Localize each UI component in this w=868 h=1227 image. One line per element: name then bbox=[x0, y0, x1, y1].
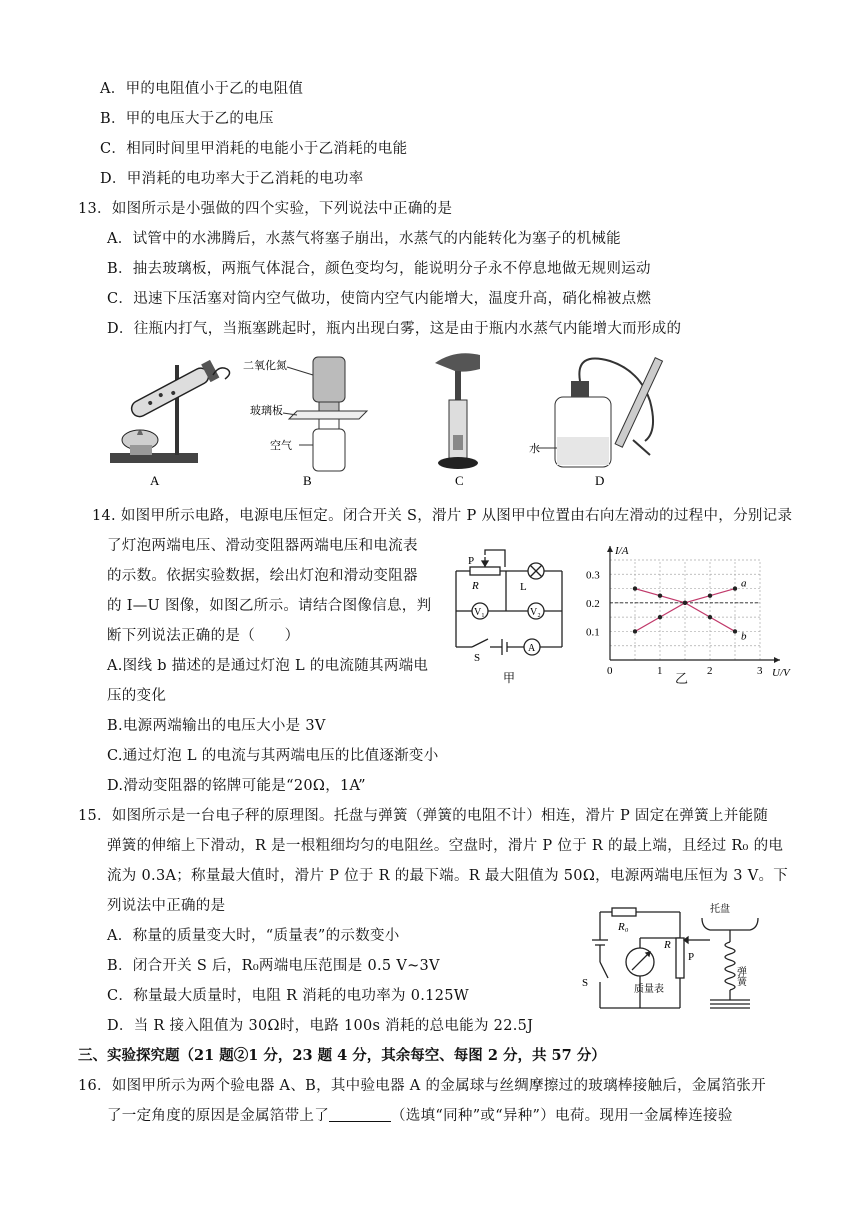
q15-stem-line4: 列说法中正确的是 bbox=[107, 898, 226, 914]
q14-stem-line1: 了灯泡两端电压、滑动变阻器两端电压和电流表 bbox=[107, 538, 418, 554]
scale-label-p: P bbox=[688, 951, 695, 963]
figure-b-gas-diffusion bbox=[283, 357, 367, 471]
figure-a-label: A bbox=[150, 473, 160, 488]
q13-stem: 13．如图所示是小强做的四个实验，下列说法中正确的是 bbox=[78, 201, 453, 217]
q14-circuit-diagram bbox=[450, 545, 570, 685]
q15-stem-line2: 弹簧的伸缩上下滑动，R 是一根粗细均匀的电阻丝。空盘时，滑片 P 位于 R 的最上端，且经过 R₀ 的电 bbox=[107, 838, 784, 854]
scale-label-tray: 托盘 bbox=[710, 904, 730, 915]
q13-figures bbox=[105, 345, 705, 495]
data-point-b bbox=[633, 586, 637, 590]
q15-scale-diagram bbox=[580, 900, 770, 1025]
data-point-b bbox=[733, 629, 737, 633]
figure-c-label: C bbox=[455, 473, 464, 488]
circuit-voltmeter-v2: V₂ bbox=[530, 607, 541, 618]
y-tick-label: 0.2 bbox=[586, 597, 600, 610]
scale-label-spring: 弹簧 bbox=[734, 966, 746, 986]
x-tick-label: 2 bbox=[707, 665, 713, 677]
q15-option-b: B．闭合开关 S 后，R₀两端电压范围是 0.5 V~3V bbox=[107, 958, 440, 974]
q14-option-a: A.图线 b 描述的是通过灯泡 L 的电流随其两端电 bbox=[107, 658, 429, 674]
chart-series bbox=[633, 578, 747, 643]
data-point-b bbox=[658, 594, 662, 598]
q12-option-a: A．甲的电阻值小于乙的电阻值 bbox=[100, 81, 304, 97]
q12-option-c: C．相同时间里甲消耗的电能小于乙消耗的电能 bbox=[100, 141, 408, 157]
q15-stem-line3: 流为 0.3A；称量最大值时，滑片 P 位于 R 的最下端。R 最大阻值为 50Ω，电源两端电压恒为 3 V。下 bbox=[107, 868, 789, 884]
q15-option-a: A．称量的质量变大时，“质量表”的示数变小 bbox=[107, 928, 400, 944]
y-tick-label: 0.1 bbox=[586, 626, 600, 639]
data-point-a bbox=[658, 615, 662, 619]
q16-line1: 16．如图甲所示为两个验电器 A、B，其中验电器 A 的金属球与丝绸摩擦过的玻璃棒接触后，金属箔张开 bbox=[78, 1078, 766, 1094]
q15-option-c: C．称量最大质量时，电阻 R 消耗的电功率为 0.125W bbox=[107, 988, 469, 1004]
figure-b-label-no2: 二氧化氮 bbox=[243, 360, 287, 372]
circuit-label-s: S bbox=[474, 652, 481, 664]
x-axis-arrow bbox=[774, 657, 780, 663]
figure-c-piston bbox=[435, 353, 480, 469]
q14-stem-line4: 断下列说法正确的是（ ） bbox=[107, 628, 300, 644]
data-point-b bbox=[683, 601, 687, 605]
y-axis-arrow bbox=[607, 546, 613, 552]
figure-b-label-glass: 玻璃板 bbox=[250, 405, 283, 417]
q13-option-a: A．试管中的水沸腾后，水蒸气将塞子崩出，水蒸气的内能转化为塞子的机械能 bbox=[107, 231, 621, 247]
data-point-b bbox=[708, 615, 712, 619]
q16-line2-after: （选填“同种”或“异种”）电荷。现用一金属棒连接验 bbox=[391, 1108, 733, 1124]
section-3-heading: 三、实验探究题（21 题②1 分，23 题 4 分，其余每空、每图 2 分，共 57 分） bbox=[78, 1047, 606, 1064]
scale-label-meter: 质量表 bbox=[634, 984, 664, 995]
q16-answer-blank[interactable] bbox=[329, 1107, 391, 1122]
circuit-label-r: R bbox=[472, 580, 479, 592]
q16-line2 bbox=[107, 1106, 733, 1126]
circuit-label-p: P bbox=[468, 555, 475, 567]
figure-b-label-air: 空气 bbox=[270, 440, 292, 452]
data-point-a bbox=[633, 629, 637, 633]
q14-option-d: D.滑动变阻器的铭牌可能是“20Ω，1A” bbox=[107, 778, 366, 794]
q16-line2-before: 了一定角度的原因是金属箔带上了 bbox=[107, 1108, 329, 1124]
q15-option-d: D．当 R 接入阻值为 30Ω时，电路 100s 消耗的总电能为 22.5J bbox=[107, 1018, 534, 1034]
series-label-b: b bbox=[741, 630, 747, 643]
q13-option-d: D．往瓶内打气，当瓶塞跳起时，瓶内出现白雾，这是由于瓶内水蒸气内能增大而形成的 bbox=[107, 321, 682, 337]
x-tick-label: 0 bbox=[607, 665, 613, 677]
chart-axes bbox=[586, 546, 780, 677]
q12-option-d: D．甲消耗的电功率大于乙消耗的电功率 bbox=[100, 171, 364, 187]
x-tick-label: 1 bbox=[657, 665, 663, 677]
q14-iu-graph bbox=[582, 540, 797, 690]
figure-d-label-water: 水 bbox=[529, 443, 540, 455]
figure-d-label: D bbox=[595, 473, 605, 488]
q14-option-a-cont: 压的变化 bbox=[107, 688, 167, 704]
q13-option-b: B．抽去玻璃板，两瓶气体混合，颜色变均匀，能说明分子永不停息地做无规则运动 bbox=[107, 261, 651, 277]
q15-stem-line1: 15．如图所示是一台电子秤的原理图。托盘与弹簧（弹簧的电阻不计）相连，滑片 P 固定在弹簧上并能随 bbox=[78, 808, 769, 824]
figure-b-label: B bbox=[303, 473, 312, 488]
circuit-voltmeter-v1: V₁ bbox=[474, 607, 485, 618]
figure-a-test-tube bbox=[110, 360, 230, 463]
circuit-label-l: L bbox=[520, 581, 527, 593]
q14-option-b: B.电源两端输出的电压大小是 3V bbox=[107, 718, 326, 734]
q14-stem: 14. 如图甲所示电路，电源电压恒定。闭合开关 S，滑片 P 从图甲中位置由右向左滑动的过程中，分别记录 bbox=[92, 508, 793, 524]
chart-x-axis-label: U/V bbox=[772, 667, 790, 679]
scale-label-s: S bbox=[582, 977, 589, 989]
x-tick-label: 3 bbox=[757, 665, 763, 677]
data-point-a bbox=[733, 586, 737, 590]
q14-option-c: C.通过灯泡 L 的电流与其两端电压的比值逐渐变小 bbox=[107, 748, 439, 764]
q14-stem-line3: 的 I—U 图像，如图乙所示。请结合图像信息，判 bbox=[107, 598, 432, 614]
circuit-ammeter-a: A bbox=[528, 643, 536, 654]
q13-option-c: C．迅速下压活塞对筒内空气做功，使筒内空气内能增大，温度升高，硝化棉被点燃 bbox=[107, 291, 652, 307]
y-tick-label: 0.3 bbox=[586, 569, 600, 582]
circuit-caption: 甲 bbox=[503, 671, 516, 685]
figure-d-pump-bottle bbox=[537, 358, 662, 467]
data-point-a bbox=[708, 594, 712, 598]
chart-y-axis-label: I/A bbox=[615, 545, 629, 557]
q14-stem-line2: 的示数。依据实验数据，绘出灯泡和滑动变阻器 bbox=[107, 568, 418, 584]
q12-option-b: B．甲的电压大于乙的电压 bbox=[100, 111, 274, 127]
scale-label-r: R bbox=[664, 939, 671, 951]
q14-graph-caption: 乙 bbox=[675, 671, 689, 686]
chart-grid bbox=[610, 560, 760, 660]
scale-label-r0: R₀ bbox=[618, 921, 629, 933]
series-label-a: a bbox=[741, 577, 747, 590]
